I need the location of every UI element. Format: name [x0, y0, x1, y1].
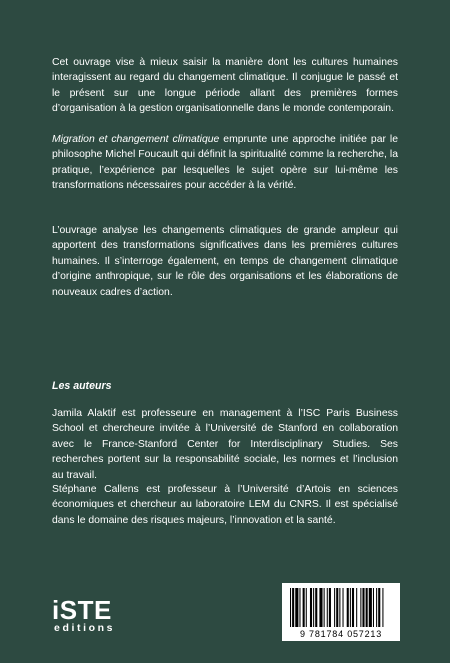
author-bio-1: [52, 406, 398, 483]
barcode-bar: [295, 588, 298, 627]
barcode-bar: [347, 588, 349, 627]
barcode-bar: [310, 588, 312, 627]
barcode-bar: [327, 588, 328, 627]
barcode-bar: [292, 588, 294, 627]
paragraph-rest: emprunte une approche initiée par le philosophe Michel Foucault qui définit la spiritualité comme la recherche, la pratique, l’expérience par lesquelles le sujet opère sur lui-même les transformations nécessaires pour accéder à la vérité.: [52, 134, 399, 192]
barcode-bar: [378, 588, 380, 627]
barcode-bar: [343, 588, 344, 627]
barcode-bars: [282, 583, 400, 629]
barcode-bar: [373, 588, 374, 627]
iste-editions-logo: [52, 597, 142, 633]
barcode-bar: [303, 588, 305, 627]
isbn-number: 9 781784 057213: [299, 629, 383, 639]
barcode-bar: [319, 588, 322, 627]
barcode-bar: [313, 588, 314, 627]
logo-wordmark: iSTE: [52, 595, 112, 625]
barcode-bar: [336, 588, 338, 627]
paragraph-text: Cet ouvrage vise à mieux saisir la manière dont les cultures humaines interagissent au regard du changement climatique. Il conjugue le passé et le présent sur une longue période allant des premières formes d’organisation à la gestion organisationnelle dans le monde contemporain.: [52, 57, 398, 115]
description-paragraph-3: [52, 223, 398, 300]
barcode-bar: [329, 588, 331, 627]
authors-heading: Les auteurs: [52, 380, 112, 392]
barcode-bar: [350, 588, 351, 627]
barcode-bar: [334, 588, 335, 627]
paragraph-text: L’ouvrage analyse les changements climatiques de grande ampleur qui apportent des transformations significatives dans les premières cultures humaines. Il s’interroge également, en temps de changement climatique d’origine anthropique, sur le rôle des organisations et les élaborations de nouveaux cadres d’action.: [52, 225, 398, 298]
paragraph-text: Stéphane Callens est professeur à l’Université d’Artois en sciences économiques et chercheur au laboratoire LEM du CNRS. Il est spécialisé dans le domaine des risques majeurs, l’innovation et la santé.: [52, 484, 398, 526]
barcode-bar: [324, 588, 325, 627]
isbn-barcode: [282, 583, 400, 641]
barcode-bar: [290, 588, 291, 627]
paragraph-text: [52, 132, 398, 194]
barcode-bar: [369, 588, 372, 627]
barcode-bar: [360, 588, 361, 627]
book-title-italic: Migration et changement climatique: [52, 134, 220, 145]
barcode-bar: [362, 588, 364, 627]
barcode-bar: [339, 588, 340, 627]
description-paragraph-2: [52, 132, 398, 194]
author-bio-2: [52, 482, 398, 528]
barcode-bar: [366, 588, 368, 627]
description-paragraph-1: [52, 55, 398, 117]
logo-subtitle: editions: [54, 622, 116, 634]
barcode-bar: [306, 588, 307, 627]
barcode-bar: [352, 588, 354, 627]
barcode-bar: [315, 588, 317, 627]
barcode-bar: [382, 588, 383, 627]
barcode-bar: [376, 588, 377, 627]
paragraph-text: Jamila Alaktif est professeure en management à l’ISC Paris Business School et chercheure invitée à l’Université de Stanford en collaboration avec le France-Stanford Center for Interdisciplinary Studies. Ses recherches portent sur la responsabilité sociale, les normes et l’inclusion au travail.: [52, 408, 398, 481]
barcode-bar: [356, 588, 357, 627]
barcode-bar: [299, 588, 300, 627]
